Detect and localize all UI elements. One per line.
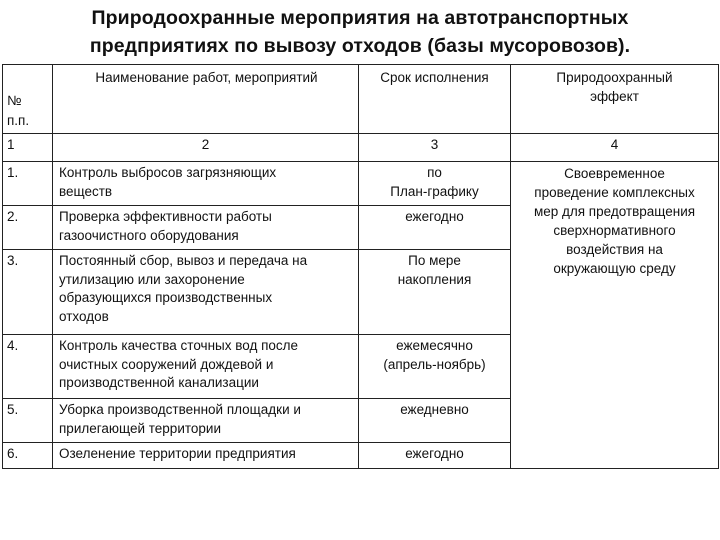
row-name: Озеленение территории предприятия xyxy=(53,443,359,469)
effect-cell: Своевременное проведение комплексных мер для предотвращения сверхнормативного воздействия на окружающую среду xyxy=(511,162,719,469)
header-term: Срок исполнения xyxy=(359,65,511,134)
row-term: По мере накопления xyxy=(359,250,511,335)
row-num: 3. xyxy=(3,250,53,335)
row-name: Уборка производственной площадки и прилегающей территории xyxy=(53,399,359,443)
row-num: 1. xyxy=(3,162,53,206)
row-name: Постоянный сбор, вывоз и передача на утилизацию или захоронение образующихся производственных отходов xyxy=(53,250,359,335)
header-name: Наименование работ, мероприятий xyxy=(53,65,359,134)
page-title xyxy=(0,4,720,60)
column-numbers-row xyxy=(3,134,719,162)
header-num: № п.п. xyxy=(3,65,53,134)
row-name: Контроль выбросов загрязняющих веществ xyxy=(53,162,359,206)
row-num: 6. xyxy=(3,443,53,469)
col-number-4: 4 xyxy=(511,134,719,162)
row-name: Проверка эффективности работы газоочистного оборудования xyxy=(53,206,359,250)
measures-table xyxy=(2,64,719,469)
row-num: 4. xyxy=(3,335,53,399)
title-line-1: Природоохранные мероприятия на автотранспортных xyxy=(91,7,629,29)
col-number-3: 3 xyxy=(359,134,511,162)
title-line-2: предприятиях по вывозу отходов (базы мусоровозов). xyxy=(89,35,631,57)
table-row xyxy=(3,162,719,206)
row-num: 2. xyxy=(3,206,53,250)
row-num: 5. xyxy=(3,399,53,443)
row-term: ежемесячно (апрель-ноябрь) xyxy=(359,335,511,399)
row-term: по План-графику xyxy=(359,162,511,206)
header-effect: Природоохранный эффект xyxy=(511,65,719,134)
row-name: Контроль качества сточных вод после очистных сооружений дождевой и производственной канализации xyxy=(53,335,359,399)
row-term: ежегодно xyxy=(359,443,511,469)
header-row xyxy=(3,65,719,134)
col-number-1: 1 xyxy=(3,134,53,162)
row-term: ежедневно xyxy=(359,399,511,443)
col-number-2: 2 xyxy=(53,134,359,162)
row-term: ежегодно xyxy=(359,206,511,250)
